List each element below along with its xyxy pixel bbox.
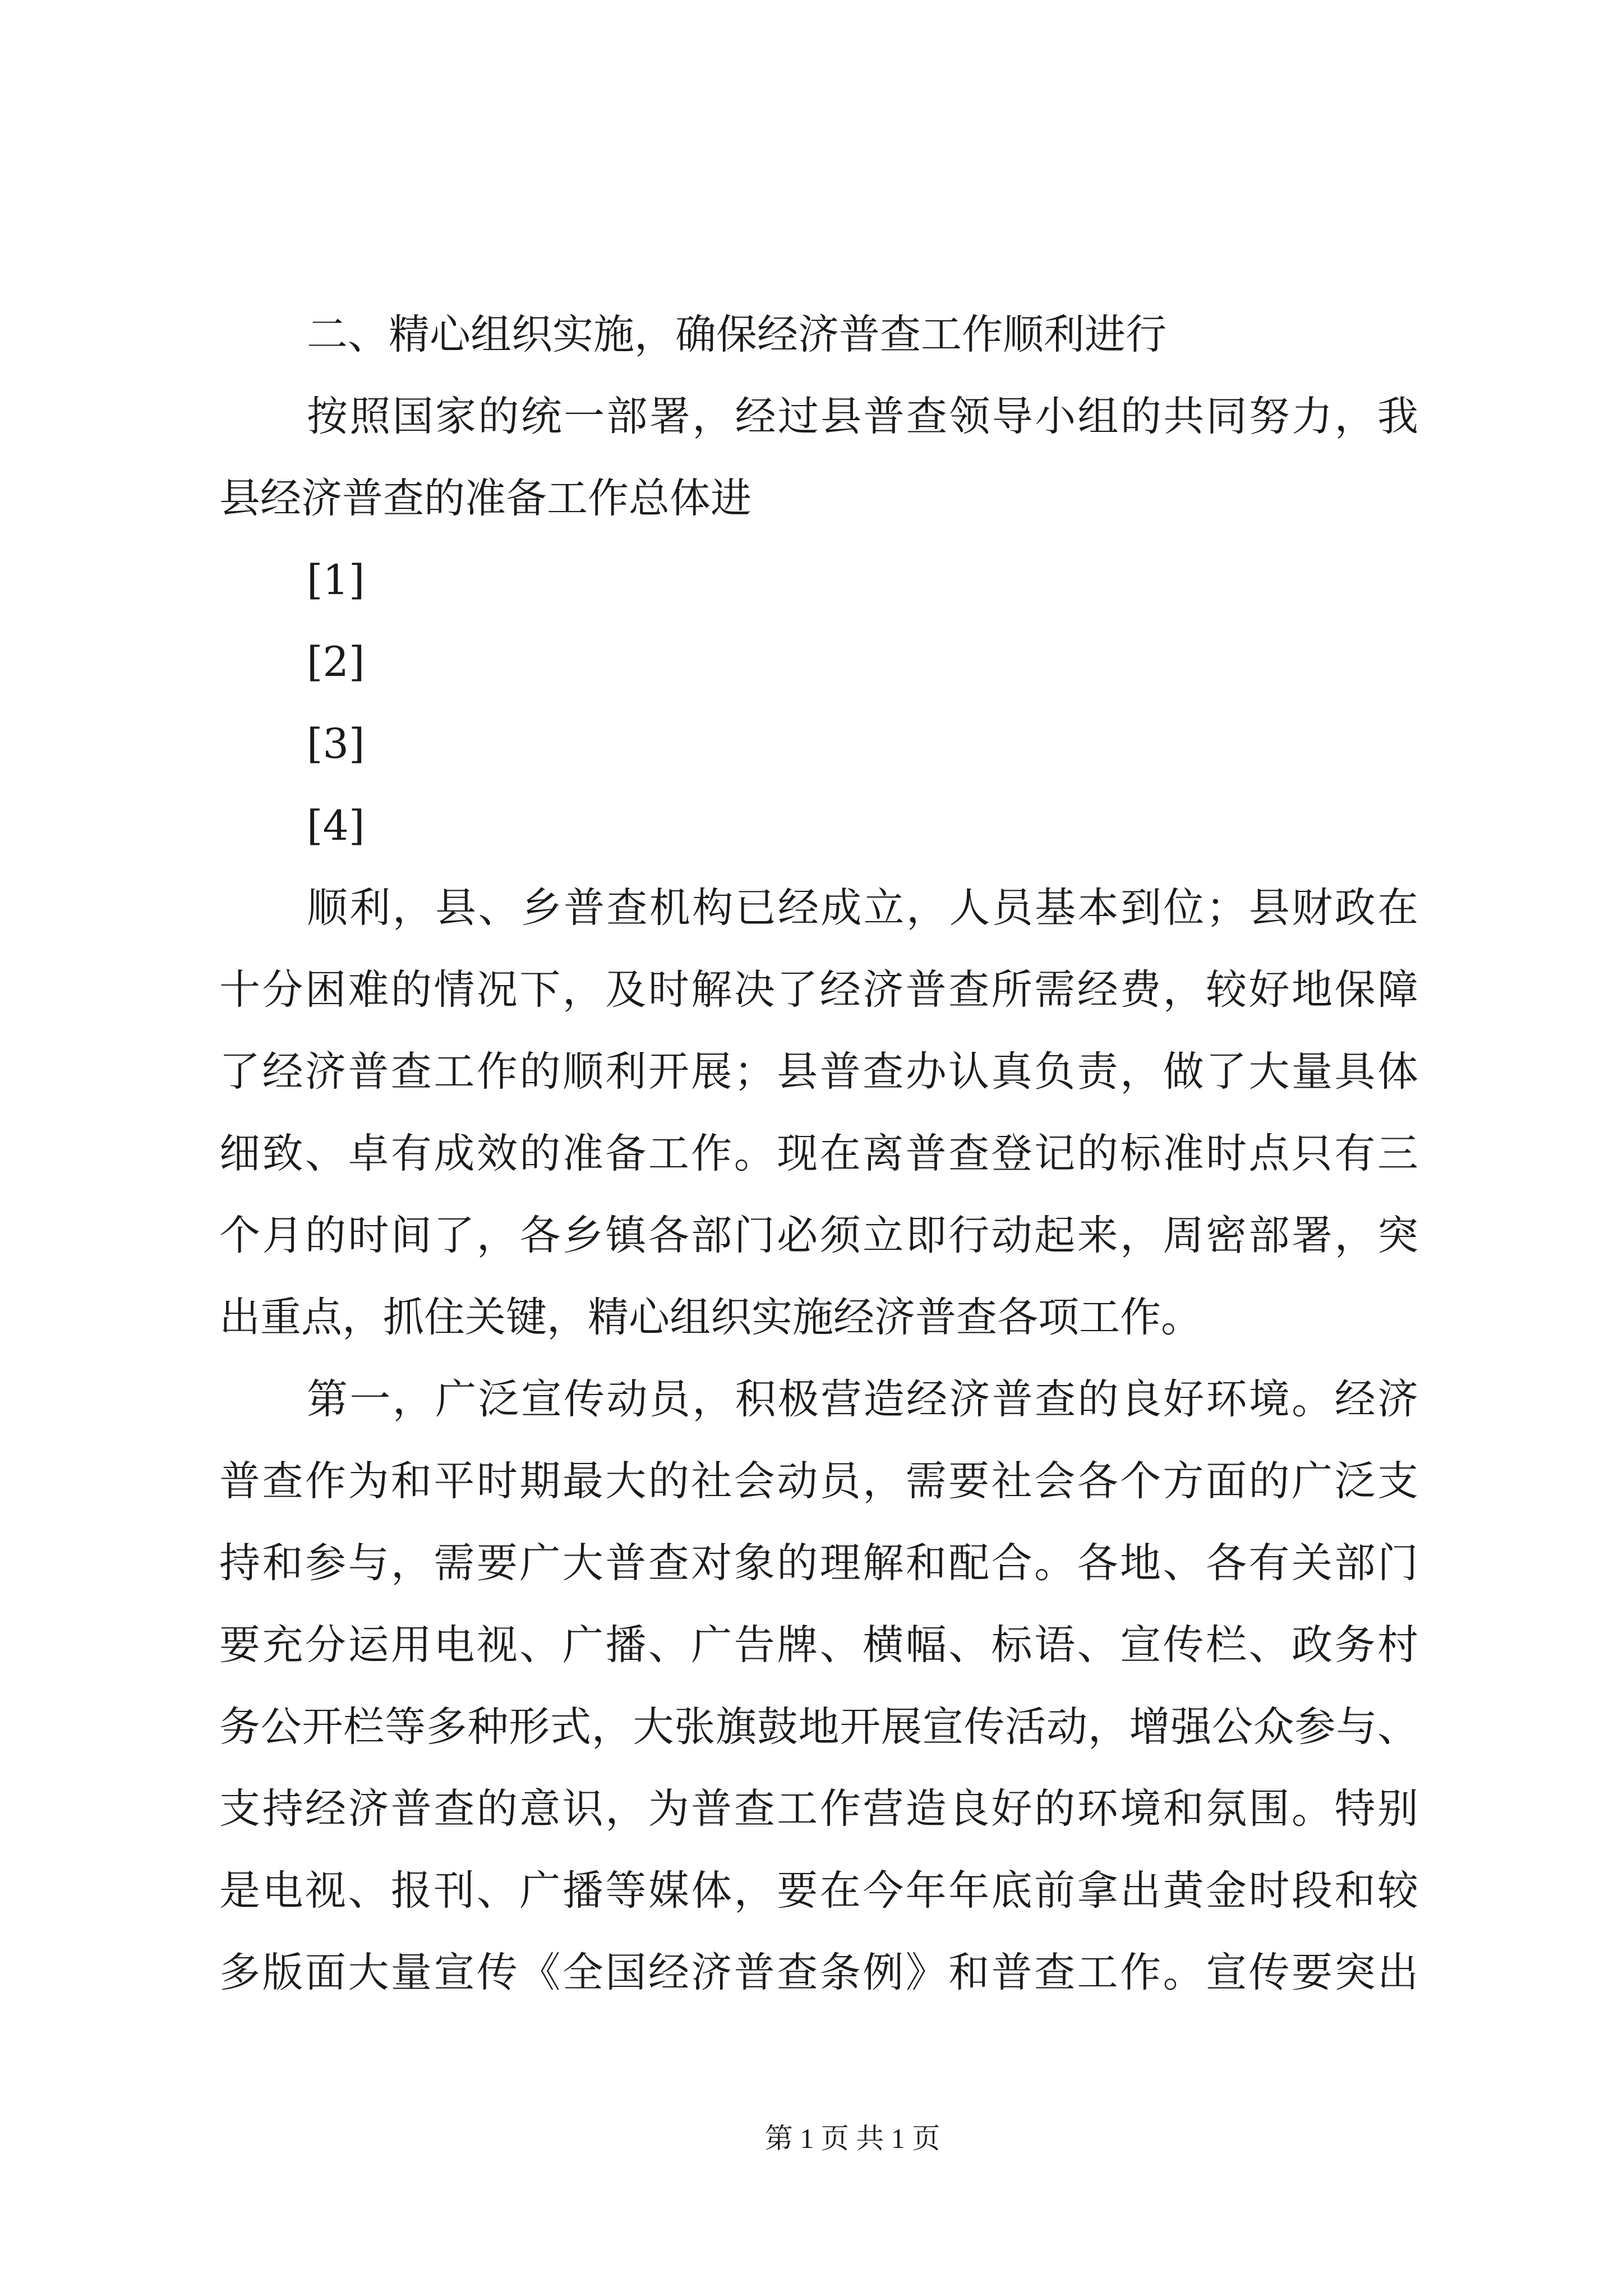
reference-marker — [219, 703, 1418, 785]
document-body — [219, 294, 1418, 2014]
reference-marker-text: [4] — [307, 802, 365, 850]
paragraph-line: 是电视、报刊、广播等媒体，要在今年年底前拿出黄金时段和较 — [219, 1867, 1418, 1915]
paragraph-line: 十分困难的情况下，及时解决了经济普查所需经费，较好地保障 — [219, 966, 1418, 1014]
reference-marker-text: [2] — [307, 638, 365, 686]
paragraph-line: 要充分运用电视、广播、广告牌、横幅、标语、宣传栏、政务村 — [219, 1621, 1418, 1669]
page-number-footer: 第 1 页 共 1 页 — [764, 2123, 940, 2154]
paragraph-line: 出重点，抓住关键，精心组织实施经济普查各项工作。 — [219, 1294, 1202, 1341]
reference-marker-text: [1] — [307, 556, 365, 604]
paragraph-line: 普查作为和平时期最大的社会动员，需要社会各个方面的广泛支 — [219, 1457, 1418, 1505]
paragraph-line: 持和参与，需要广大普查对象的理解和配合。各地、各有关部门 — [219, 1539, 1418, 1587]
reference-marker — [219, 785, 1418, 867]
paragraph — [219, 1359, 1418, 2014]
paragraph — [219, 376, 1418, 540]
section-heading — [219, 294, 1418, 376]
reference-marker — [219, 622, 1418, 703]
paragraph-line: 个月的时间了，各乡镇各部门必须立即行动起来，周密部署，突 — [219, 1212, 1418, 1259]
paragraph-line: 务公开栏等多种形式，大张旗鼓地开展宣传活动，增强公众参与、 — [219, 1703, 1418, 1751]
paragraph-line: 顺利，县、乡普查机构已经成立，人员基本到位；县财政在 — [307, 884, 1418, 932]
paragraph-line: 支持经济普查的意识，为普查工作营造良好的环境和氛围。特别 — [219, 1785, 1418, 1833]
paragraph-line: 第一，广泛宣传动员，积极营造经济普查的良好环境。经济 — [307, 1375, 1418, 1423]
paragraph-line: 了经济普查工作的顺利开展；县普查办认真负责，做了大量具体 — [219, 1048, 1418, 1096]
paragraph-line: 按照国家的统一部署，经过县普查领导小组的共同努力，我 — [307, 393, 1418, 440]
paragraph-line: 多版面大量宣传《全国经济普查条例》和普查工作。宣传要突出 — [219, 1949, 1418, 1996]
paragraph-line: 细致、卓有成效的准备工作。现在离普查登记的标准时点只有三 — [219, 1130, 1418, 1177]
reference-marker-text: [3] — [307, 720, 365, 768]
section-heading-line: 二、精心组织实施，确保经济普查工作顺利进行 — [307, 311, 1166, 358]
paragraph-line: 县经济普查的准备工作总体进 — [219, 475, 751, 522]
paragraph — [219, 867, 1418, 1359]
reference-marker — [219, 540, 1418, 622]
